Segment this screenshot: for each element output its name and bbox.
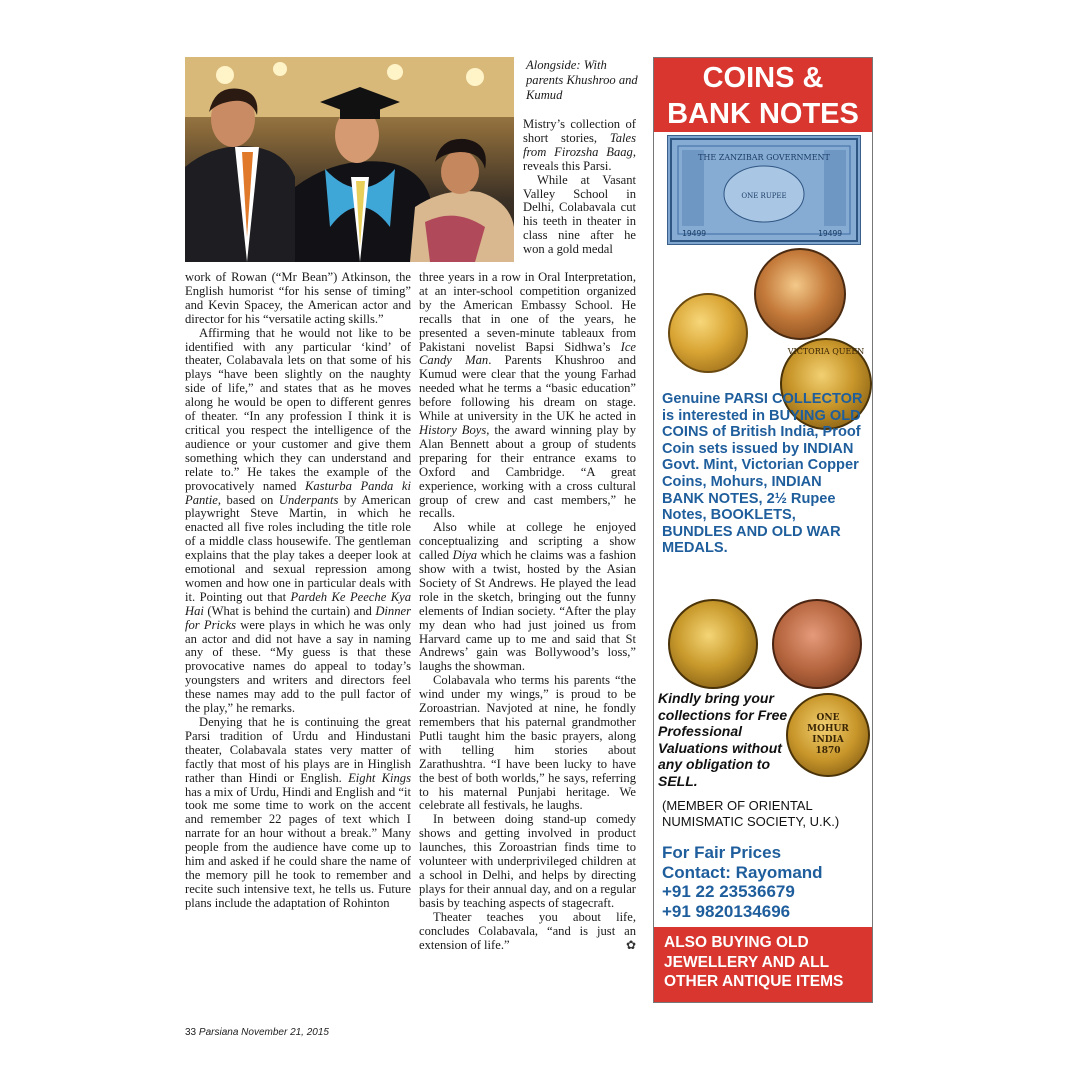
article-column-2	[419, 270, 636, 953]
ad-body-text: Genuine PARSI COLLECTOR is interested in BUYING OLD COINS of British India, Proof Coin sets issued by INDIAN Govt. Mint, Victorian Copper Coins, Mohurs, INDIAN BANK NOTES, 2½ Rupee Notes, BOOKLETS, BUNDLES AND OLD WAR MEDALS.	[662, 391, 863, 557]
mohur-legend-3: INDIA	[812, 735, 844, 745]
article-photo	[185, 57, 514, 262]
mohur-legend-1: ONE	[816, 713, 840, 723]
note-serial-right: 19499	[818, 229, 843, 238]
end-mark-icon: ✿	[625, 938, 636, 953]
ad-header	[654, 58, 872, 132]
paragraph: Also while at college he enjoyed conceptualizing and scripting a show called Diya which he claims was a fashion show with a twist, hosted by the Asian Society of St Andrews. He played the lead role in the sketch, bringing out the funny elements of Indian society. “After the play my dean who had just joined us from Harvard came up to me and said that St Andrews’ gain was Bollywood’s loss,” laughs the showman.	[419, 520, 636, 674]
mohur-legend-4: 1870	[815, 746, 841, 756]
svg-text:VICTORIA QUEEN: VICTORIA QUEEN	[787, 347, 865, 356]
contact-line-1: For Fair Prices	[662, 843, 782, 862]
article-column-1	[185, 271, 411, 911]
photo-caption: Alongside: With parents Khushroo and Kumud	[526, 58, 638, 102]
page-number: 33	[185, 1027, 197, 1038]
page-folio	[185, 1027, 329, 1038]
paragraph: Theater teaches you about life, concludes Colabavala, “and is just an extension of life.”	[419, 909, 636, 952]
banknote-image	[667, 135, 861, 245]
ad-title-line1: COINS &	[702, 62, 824, 94]
paragraph: Mistry’s collection of short stories, Tales from Firozsha Baag, reveals this Parsi.	[523, 117, 636, 173]
article-wrap-column	[523, 118, 636, 257]
gold-coin-crowned-king	[754, 248, 846, 340]
mohur-legend-2: MOHUR	[807, 724, 849, 734]
phone-1[interactable]: +91 22 23536679	[662, 882, 795, 901]
gold-coin-one-mohur	[786, 693, 870, 777]
paragraph: Denying that he is continuing the great Parsi tradition of Urdu and Hindustani theater, Colabavala states very matter of factly that most of his plays are in Hinglish rather than Hindi or English. Eight Kings has a mix of Urdu, Hindi and English and “it took me some time to work on the accent and remember 22 pages of text which I narrate for an hour without a break.” Many people from the audience have come up to him and asked if he could share the name of the memory pill he took to remember and recite such intensive text, he tells us. Future plans include the adaptation of Rohinton	[185, 715, 411, 910]
photo-illustration	[185, 57, 514, 262]
copper-coin-victoria	[772, 599, 862, 689]
ad-invite-text: Kindly bring your collections for Free Professional Valuations without any obligation to SELL.	[658, 690, 788, 789]
paragraph: work of Rowan (“Mr Bean”) Atkinson, the English humorist “for his sense of timing” and Kevin Spacey, the American actor and director for his “versatile acting skills.”	[185, 270, 411, 326]
note-value: ONE RUPEE	[741, 192, 787, 200]
ad-member-text: (MEMBER OF ORIENTAL NUMISMATIC SOCIETY, U.K.)	[662, 798, 840, 829]
gold-coin-king-profile	[668, 293, 748, 373]
gold-coin-crowned-bust	[668, 599, 758, 689]
phone-2[interactable]: +91 9820134696	[662, 901, 791, 921]
paragraph: three years in a row in Oral Interpretation, at an inter-school competition organized by the American Embassy School. He recalls that in one of the years, he presented a seven-minute tableaux from Pakistani novelist Bapsi Sidhwa’s Ice Candy Man. Parents Khushroo and Kumud were clear that the young Farhad needed what he terms a “basic education” before following his dream on stage. While at university in the UK he acted in History Boys, the award winning play by Alan Bennett about a group of students preparing for their entrance exams to Oxford and Cambridge. “A great experience, working with a cross cultural group of crew and cast members,” he recalls.	[419, 270, 636, 521]
paragraph: In between doing stand-up comedy shows and getting involved in product launches, this Zoroastrian finds time to volunteer with underprivileged children at a school in Delhi, and helps by directing plays for their annual day, and on a regular basis by teaching aspects of stagecraft.	[419, 812, 636, 910]
banknote-illustration	[668, 136, 860, 244]
note-title: THE ZANZIBAR GOVERNMENT	[698, 153, 830, 162]
paragraph: Colabavala who terms his parents “the wind under my wings,” is proud to be Zoroastrian. Navjoted at nine, he fondly remembers that his paternal grandmother Putli taught him the basic prayers, along with telling him stories about Zarathushtra. “I have been lucky to have the best of both worlds,” he says, referring to his maternal Punjabi heritage. We celebrate all festivals, he laughs.	[419, 673, 636, 813]
contact-line-2: Contact: Rayomand	[662, 862, 823, 882]
coins-advertisement	[653, 57, 873, 1003]
ad-contact-block	[662, 843, 867, 921]
issue-date: November 21, 2015	[241, 1027, 329, 1038]
paragraph: Affirming that he would not like to be identified with any particular ‘kind’ of theater, Colabavala lets on that some of his plays “have been slightly on the naughty side of life,” and states that as he moves along he would be open to different genres of theater. “In any profession I think it is critical you respect the intelligence of the audience or your customer and give them something which they can understand and relate to.” He takes the example of the provocatively named Kasturba Panda ki Pantie, based on Underpants by American playwright Steve Martin, in which he enacted all five roles including the title role of a middle class housewife. The gentleman explains that the play takes a deeper look at emotional and sexual repression among women and how one in particular deals with it. Pointing out that Pardeh Ke Peeche Kya Hai (What is behind the curtain) and Dinner for Pricks were plays in which he was only an actor and did not have a say in naming any of these. “My guess is that these provocative names do appeal to today’s youngsters and writers and directors feel these names may add to the pull factor of the play,” he remarks.	[185, 325, 412, 716]
ad-title-line2: BANK NOTES	[667, 98, 859, 130]
ad-footer-banner: ALSO BUYING OLD JEWELLERY AND ALL OTHER ANTIQUE ITEMS	[654, 927, 872, 1002]
note-serial-left: 19499	[682, 229, 707, 238]
publication-name: Parsiana	[198, 1027, 239, 1038]
paragraph: While at Vasant Valley School in Delhi, Colabavala cut his teeth in theater in class nine after he won a gold medal	[523, 172, 636, 257]
